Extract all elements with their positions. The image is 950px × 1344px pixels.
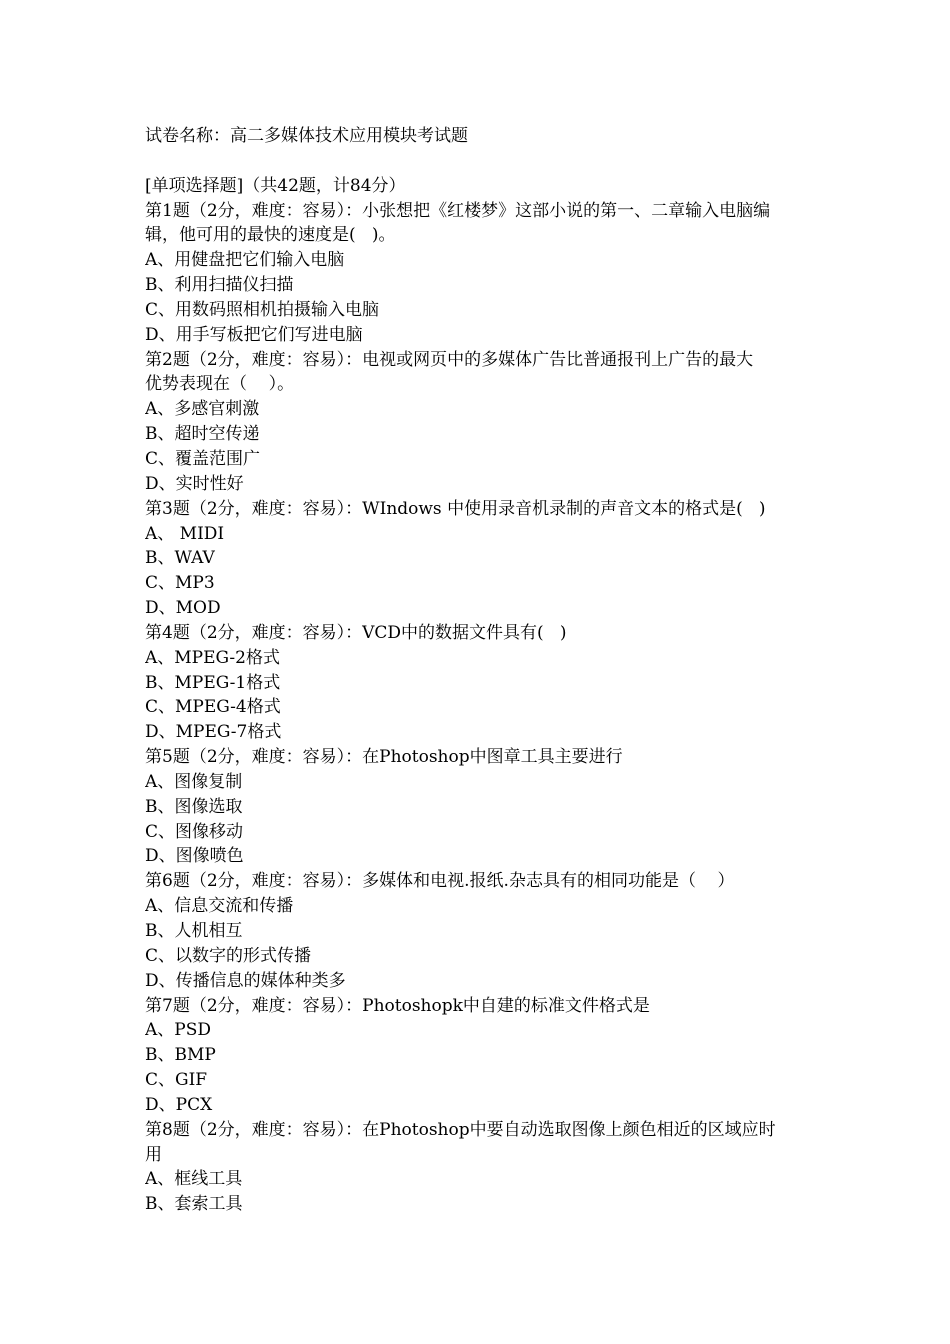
question-item xyxy=(145,994,815,1118)
answer-option: B、WAV xyxy=(145,548,215,569)
answer-option: D、PCX xyxy=(145,1094,213,1115)
question-stem: 第6题（2分，难度：容易）：多媒体和电视.报纸.杂志具有的相同功能是（ ） xyxy=(145,871,735,892)
answer-option: C、图像移动 xyxy=(145,821,244,842)
question-stem: 辑，他可用的最快的速度是( )。 xyxy=(145,225,396,246)
answer-option: D、图像喷色 xyxy=(145,846,244,867)
answer-option: D、用手写板把它们写进电脑 xyxy=(145,324,363,345)
answer-option: A、 MIDI xyxy=(145,523,225,544)
question-item xyxy=(145,497,815,621)
answer-option: B、利用扫描仪扫描 xyxy=(145,275,294,296)
answer-option: B、超时空传递 xyxy=(145,424,260,445)
answer-option: A、PSD xyxy=(145,1020,211,1041)
answer-option: D、实时性好 xyxy=(145,473,244,494)
answer-option: D、MOD xyxy=(145,598,221,619)
question-item xyxy=(145,1118,815,1217)
question-item xyxy=(145,869,815,993)
question-list xyxy=(145,199,815,1218)
answer-option: A、用健盘把它们输入电脑 xyxy=(145,250,345,271)
answer-option: B、人机相互 xyxy=(145,921,243,941)
question-item xyxy=(145,199,815,348)
exam-document xyxy=(145,124,815,1217)
question-stem: 第1题（2分，难度：容易）：小张想把《红楼梦》这部小说的第一、二章输入电脑编 xyxy=(145,200,771,221)
answer-option: A、MPEG-2格式 xyxy=(145,647,280,668)
answer-option: C、GIF xyxy=(145,1070,208,1091)
answer-option: D、MPEG-7格式 xyxy=(145,722,282,743)
question-stem: 第3题（2分，难度：容易）：WIndows 中使用录音机录制的声音文本的格式是( ) xyxy=(145,498,766,519)
answer-option: B、BMP xyxy=(145,1045,216,1066)
question-item xyxy=(145,745,815,869)
answer-option: A、多感官刺激 xyxy=(145,399,260,420)
answer-option: B、图像选取 xyxy=(145,796,243,817)
question-stem: 第7题（2分，难度：容易）：Photoshopk中自建的标准文件格式是 xyxy=(145,995,650,1016)
question-stem: 第4题（2分，难度：容易）：VCD中的数据文件具有( ) xyxy=(145,622,567,643)
question-item xyxy=(145,621,815,745)
answer-option: B、MPEG-1格式 xyxy=(145,672,281,693)
question-stem: 第8题（2分，难度：容易）：在Photoshop中要自动选取图像上颜色相近的区域应时 xyxy=(145,1119,776,1140)
answer-option: A、框线工具 xyxy=(145,1169,243,1190)
section-header: [单项选择题]（共42题，计84分） xyxy=(145,175,406,196)
question-stem: 优势表现在（ ）。 xyxy=(145,374,295,395)
paper-title: 试卷名称：高二多媒体技术应用模块考试题 xyxy=(145,126,468,146)
answer-option: C、用数码照相机拍摄输入电脑 xyxy=(145,299,380,320)
answer-option: A、信息交流和传播 xyxy=(145,896,294,917)
answer-option: C、MPEG-4格式 xyxy=(145,697,281,718)
question-item xyxy=(145,348,815,497)
question-stem: 用 xyxy=(145,1144,162,1165)
answer-option: D、传播信息的媒体种类多 xyxy=(145,970,346,991)
answer-option: C、覆盖范围广 xyxy=(145,448,261,469)
answer-option: A、图像复制 xyxy=(145,771,243,792)
question-stem: 第2题（2分，难度：容易）：电视或网页中的多媒体广告比普通报刊上广告的最大 xyxy=(145,349,754,370)
answer-option: C、以数字的形式传播 xyxy=(145,945,312,966)
answer-option: C、MP3 xyxy=(145,573,215,594)
question-stem: 第5题（2分，难度：容易）：在Photoshop中图章工具主要进行 xyxy=(145,747,623,768)
answer-option: B、套索工具 xyxy=(145,1194,243,1215)
